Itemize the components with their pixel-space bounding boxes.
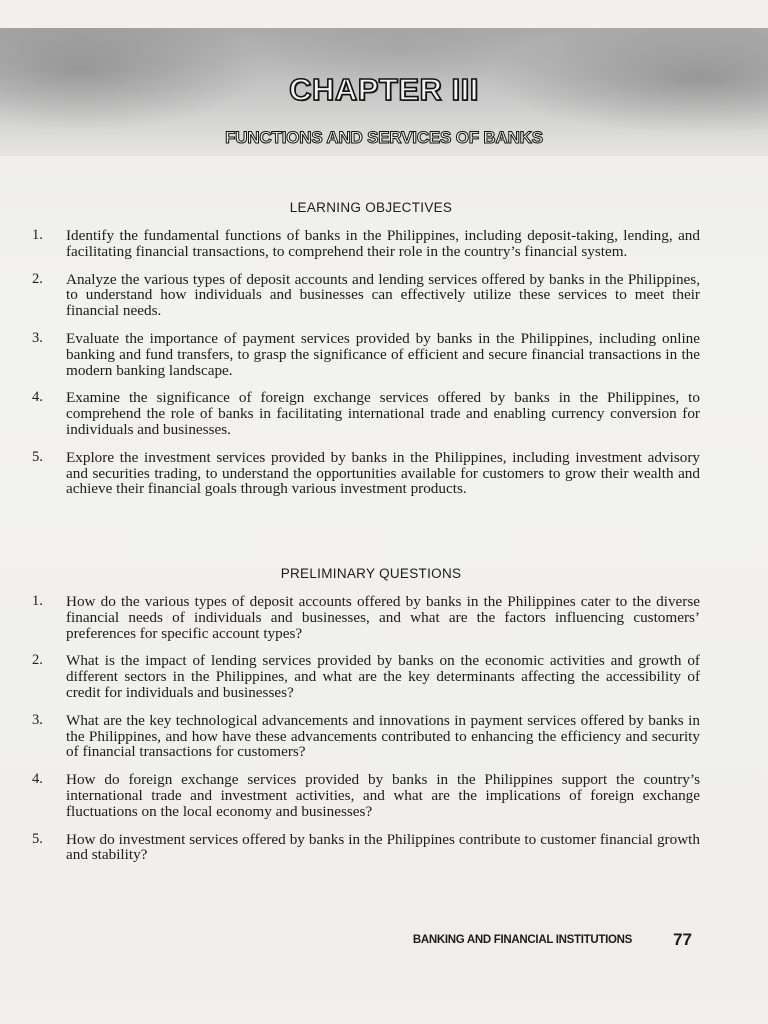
objective-number: 2. (32, 270, 43, 287)
objective-item (32, 450, 700, 497)
question-text: What are the key technological advancements and innovations in payment services offered by banks in the Philippines, and how have these advancements contributed to enhancing the efficiency and security of financial transactions for customers? (66, 711, 700, 761)
objective-text: Examine the significance of foreign exchange services offered by banks in the Philippines, to comprehend the role of banks in facilitating international trade and enabling currency conversion for individuals and businesses. (66, 389, 700, 438)
chapter-banner (0, 28, 768, 156)
objective-text: Analyze the various types of deposit accounts and lending services offered by banks in the Philippines, to understand how individuals and businesses can effectively utilize these services to meet their financial needs. (66, 270, 700, 320)
objective-item (32, 272, 700, 319)
learning-objectives-list (32, 228, 700, 509)
chapter-subtitle: FUNCTIONS AND SERVICES OF BANKS (225, 128, 543, 147)
question-text: How do foreign exchange services provided by banks in the Philippines support the country’s international trade and investment activities, and what are the implications of foreign exchange fluctuations on the local economy and businesses? (66, 771, 700, 820)
question-item (32, 594, 700, 641)
objective-item (32, 390, 700, 437)
objective-item (32, 331, 700, 378)
question-item (32, 713, 700, 760)
question-item (32, 772, 700, 819)
footer-book-title: BANKING AND FINANCIAL INSTITUTIONS (412, 934, 632, 946)
objective-number: 5. (32, 448, 43, 465)
page-number: 77 (673, 930, 692, 949)
preliminary-questions-list (32, 594, 700, 875)
question-number: 4. (32, 771, 43, 788)
question-number: 5. (32, 830, 43, 847)
objective-text: Evaluate the importance of payment services provided by banks in the Philippines, including online banking and fund transfers, to grasp the significance of efficient and secure financial transactions in the modern banking landscape. (66, 329, 700, 379)
question-number: 2. (32, 652, 43, 669)
objective-number: 1. (32, 227, 43, 243)
learning-objectives-heading: LEARNING OBJECTIVES (289, 200, 453, 215)
preliminary-questions-heading: PRELIMINARY QUESTIONS (280, 566, 462, 581)
question-number: 1. (32, 593, 43, 609)
objective-number: 4. (32, 389, 43, 406)
question-number: 3. (32, 711, 43, 728)
question-text: What is the impact of lending services provided by banks on the economic activities and growth of different sectors in the Philippines, and what are the key determinants affecting the accessibility of credit for individuals and businesses? (66, 652, 700, 701)
objective-item (32, 228, 700, 260)
question-item (32, 653, 700, 700)
objective-text: Explore the investment services provided by banks in the Philippines, including investment advisory and securities trading, to understand the opportunities available for customers to grow their wealth and achieve their financial goals through various investment products. (66, 448, 700, 498)
question-text: How do the various types of deposit accounts offered by banks in the Philippines cater to the diverse financial needs of individuals and businesses, and what are the factors influencing customers’ preferences for specific account types? (66, 593, 700, 642)
question-item (32, 832, 700, 864)
objective-text: Identify the fundamental functions of banks in the Philippines, including deposit-taking, lending, and facilitating financial transactions, to comprehend their role in the country’s financial system. (66, 227, 700, 260)
question-text: How do investment services offered by banks in the Philippines contribute to customer financial growth and stability? (66, 830, 700, 864)
objective-number: 3. (32, 329, 43, 346)
book-page (0, 28, 768, 998)
chapter-title: CHAPTER III (289, 72, 479, 107)
